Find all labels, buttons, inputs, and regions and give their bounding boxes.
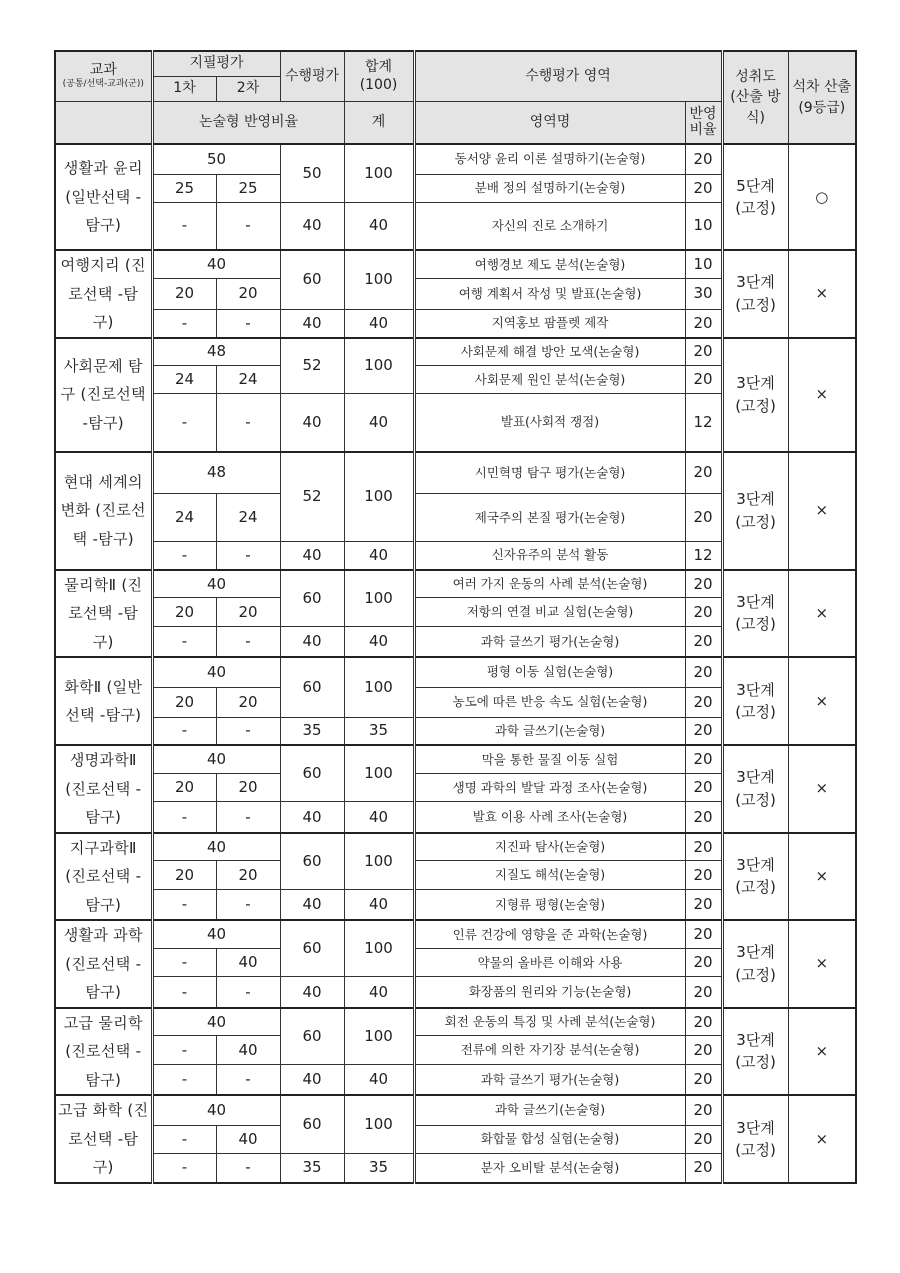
essay-performance: 40	[280, 626, 344, 657]
subject-name: 생활과 과학 (진로선택 -탐구)	[55, 920, 152, 1008]
area-name: 분배 정의 설명하기(논술형)	[414, 174, 685, 202]
essay-round1: -	[152, 309, 216, 338]
performance-value: 60	[280, 833, 344, 890]
essay-round2: -	[216, 802, 280, 833]
area-name: 전류에 의한 자기장 분석(논술형)	[414, 1036, 685, 1064]
written-total: 48	[152, 338, 280, 366]
essay-total: 35	[344, 717, 414, 745]
essay-performance: 40	[280, 394, 344, 452]
essay-performance: 40	[280, 542, 344, 570]
round1-value: 20	[152, 773, 216, 801]
achievement-level: 3단계 (고정)	[722, 657, 788, 745]
rank-mark: ×	[788, 1095, 856, 1183]
essay-round1: -	[152, 977, 216, 1008]
area-weight: 20	[685, 920, 722, 948]
area-name: 사회문제 해결 방안 모색(논술형)	[414, 338, 685, 366]
essay-performance: 40	[280, 309, 344, 338]
performance-value: 50	[280, 144, 344, 202]
area-weight: 20	[685, 309, 722, 338]
performance-value: 60	[280, 1095, 344, 1153]
area-name: 생명 과학의 발달 과정 조사(논술형)	[414, 773, 685, 801]
round2-value: 20	[216, 861, 280, 889]
essay-total: 40	[344, 394, 414, 452]
area-weight: 20	[685, 717, 722, 745]
essay-total: 40	[344, 977, 414, 1008]
area-name: 평형 이동 실험(논술형)	[414, 657, 685, 687]
achievement-level: 3단계 (고정)	[722, 570, 788, 658]
performance-value: 60	[280, 657, 344, 717]
area-name: 약물의 올바른 이해와 사용	[414, 948, 685, 976]
header-weight: 반영 비율	[685, 102, 722, 145]
essay-round2: -	[216, 394, 280, 452]
header-rank: 석차 산출 (9등급)	[788, 51, 856, 144]
area-weight: 20	[685, 598, 722, 626]
written-total: 40	[152, 1095, 280, 1125]
subject-name: 여행지리 (진로선택 -탐구)	[55, 250, 152, 338]
rank-mark: ×	[788, 250, 856, 338]
round2-value: 40	[216, 1125, 280, 1153]
area-name: 회전 운동의 특징 및 사례 분석(논술형)	[414, 1008, 685, 1036]
essay-round1: -	[152, 1064, 216, 1095]
header-performance: 수행평가	[280, 51, 344, 102]
essay-performance: 40	[280, 802, 344, 833]
area-name: 화합물 합성 실험(논술형)	[414, 1125, 685, 1153]
written-total: 40	[152, 1008, 280, 1036]
round2-value: 40	[216, 948, 280, 976]
round1-value: 20	[152, 861, 216, 889]
round1-value: -	[152, 1036, 216, 1064]
essay-performance: 40	[280, 889, 344, 920]
area-weight: 20	[685, 1008, 722, 1036]
table-body	[55, 144, 856, 1183]
total-value: 100	[344, 338, 414, 394]
area-weight: 20	[685, 174, 722, 202]
area-name: 발효 이용 사례 조사(논술형)	[414, 802, 685, 833]
essay-performance: 40	[280, 977, 344, 1008]
area-name: 과학 글쓰기 평가(논술형)	[414, 1064, 685, 1095]
essay-round1: -	[152, 889, 216, 920]
essay-total: 40	[344, 202, 414, 250]
area-name: 분자 오비탈 분석(논술형)	[414, 1153, 685, 1183]
rank-mark: ○	[788, 144, 856, 250]
area-weight: 20	[685, 366, 722, 394]
total-value: 100	[344, 745, 414, 802]
essay-round2: -	[216, 717, 280, 745]
round1-value: -	[152, 1125, 216, 1153]
subject-name: 화학Ⅱ (일반선택 -탐구)	[55, 657, 152, 745]
essay-round2: -	[216, 202, 280, 250]
header-sum: 계	[344, 102, 414, 145]
total-value: 100	[344, 452, 414, 542]
header-subject-sublabel: (공통/선택-교과(군))	[62, 79, 144, 90]
header-area-name: 영역명	[414, 102, 685, 145]
essay-round2: -	[216, 1064, 280, 1095]
area-name: 시민혁명 탐구 평가(논술형)	[414, 452, 685, 494]
written-total: 48	[152, 452, 280, 494]
header-achievement: 성취도 (산출 방식)	[722, 51, 788, 144]
total-value: 100	[344, 833, 414, 890]
total-value: 100	[344, 250, 414, 309]
area-weight: 20	[685, 1064, 722, 1095]
subject-row-1	[55, 833, 856, 861]
essay-performance: 40	[280, 1064, 344, 1095]
performance-value: 52	[280, 452, 344, 542]
achievement-level: 3단계 (고정)	[722, 833, 788, 921]
round1-value: 25	[152, 174, 216, 202]
essay-round1: -	[152, 1153, 216, 1183]
header-essay-ratio: 논술형 반영비율	[152, 102, 344, 145]
area-name: 자신의 진로 소개하기	[414, 202, 685, 250]
performance-value: 60	[280, 250, 344, 309]
essay-performance: 35	[280, 717, 344, 745]
area-name: 여행 계획서 작성 및 발표(논술형)	[414, 278, 685, 309]
header-round2: 2차	[216, 77, 280, 102]
subject-name: 현대 세계의 변화 (진로선택 -탐구)	[55, 452, 152, 570]
round2-value: 20	[216, 773, 280, 801]
performance-value: 60	[280, 920, 344, 977]
achievement-level: 3단계 (고정)	[722, 920, 788, 1008]
subject-row-1	[55, 920, 856, 948]
performance-value: 60	[280, 570, 344, 627]
achievement-level: 3단계 (고정)	[722, 452, 788, 570]
evaluation-table-wrapper	[54, 50, 855, 1184]
round2-value: 20	[216, 687, 280, 717]
essay-performance: 35	[280, 1153, 344, 1183]
area-name: 인류 건강에 영향을 준 과학(논술형)	[414, 920, 685, 948]
written-total: 40	[152, 250, 280, 278]
subject-row-1	[55, 745, 856, 773]
subject-name: 물리학Ⅱ (진로선택 -탐구)	[55, 570, 152, 658]
rank-mark: ×	[788, 833, 856, 921]
essay-total: 40	[344, 626, 414, 657]
rank-mark: ×	[788, 745, 856, 833]
subject-row-1	[55, 250, 856, 278]
round1-value: 20	[152, 278, 216, 309]
header-written-eval: 지필평가	[152, 51, 280, 77]
performance-value: 60	[280, 1008, 344, 1065]
area-weight: 20	[685, 494, 722, 542]
area-name: 신자유주의 분석 활동	[414, 542, 685, 570]
rank-mark: ×	[788, 338, 856, 452]
essay-performance: 40	[280, 202, 344, 250]
area-name: 과학 글쓰기(논술형)	[414, 1095, 685, 1125]
rank-mark: ×	[788, 570, 856, 658]
essay-total: 40	[344, 542, 414, 570]
total-value: 100	[344, 920, 414, 977]
achievement-level: 3단계 (고정)	[722, 338, 788, 452]
round1-value: 20	[152, 687, 216, 717]
area-name: 지역홍보 팜플렛 제작	[414, 309, 685, 338]
achievement-level: 3단계 (고정)	[722, 745, 788, 833]
area-weight: 20	[685, 802, 722, 833]
total-value: 100	[344, 1095, 414, 1153]
round2-value: 20	[216, 598, 280, 626]
subject-name: 생명과학Ⅱ (진로선택 -탐구)	[55, 745, 152, 833]
subject-row-1	[55, 452, 856, 494]
area-name: 동서양 윤리 이론 설명하기(논술형)	[414, 144, 685, 174]
achievement-level: 3단계 (고정)	[722, 1008, 788, 1096]
performance-value: 52	[280, 338, 344, 394]
area-name: 사회문제 원인 분석(논술형)	[414, 366, 685, 394]
essay-round1: -	[152, 394, 216, 452]
evaluation-table	[54, 50, 857, 1184]
subject-row-1	[55, 144, 856, 174]
written-total: 40	[152, 920, 280, 948]
area-weight: 20	[685, 948, 722, 976]
area-weight: 20	[685, 861, 722, 889]
area-name: 저항의 연결 비교 실험(논술형)	[414, 598, 685, 626]
header-perf-areas: 수행평가 영역	[414, 51, 722, 102]
performance-value: 60	[280, 745, 344, 802]
written-total: 40	[152, 833, 280, 861]
essay-round2: -	[216, 1153, 280, 1183]
total-value: 100	[344, 657, 414, 717]
achievement-level: 5단계 (고정)	[722, 144, 788, 250]
area-weight: 20	[685, 773, 722, 801]
area-name: 발표(사회적 쟁점)	[414, 394, 685, 452]
header-subject	[55, 51, 152, 102]
area-weight: 20	[685, 338, 722, 366]
subject-row-1	[55, 657, 856, 687]
rank-mark: ×	[788, 657, 856, 745]
area-name: 과학 글쓰기 평가(논술형)	[414, 626, 685, 657]
written-total: 40	[152, 570, 280, 598]
subject-row-1	[55, 1095, 856, 1125]
header-round1: 1차	[152, 77, 216, 102]
header-row-1	[55, 51, 856, 77]
area-name: 여행경보 제도 분석(논술형)	[414, 250, 685, 278]
area-weight: 30	[685, 278, 722, 309]
essay-total: 35	[344, 1153, 414, 1183]
subject-name: 고급 물리학 (진로선택 -탐구)	[55, 1008, 152, 1096]
total-value: 100	[344, 570, 414, 627]
area-name: 농도에 따른 반응 속도 실험(논술형)	[414, 687, 685, 717]
round2-value: 20	[216, 278, 280, 309]
written-total: 40	[152, 745, 280, 773]
area-weight: 20	[685, 833, 722, 861]
achievement-level: 3단계 (고정)	[722, 250, 788, 338]
area-weight: 20	[685, 745, 722, 773]
essay-round2: -	[216, 977, 280, 1008]
rank-mark: ×	[788, 452, 856, 570]
total-value: 100	[344, 144, 414, 202]
area-weight: 20	[685, 144, 722, 174]
area-weight: 12	[685, 394, 722, 452]
area-name: 지질도 해석(논술형)	[414, 861, 685, 889]
rank-mark: ×	[788, 1008, 856, 1096]
written-total: 50	[152, 144, 280, 174]
round1-value: -	[152, 948, 216, 976]
area-weight: 20	[685, 889, 722, 920]
round1-value: 20	[152, 598, 216, 626]
round2-value: 40	[216, 1036, 280, 1064]
area-name: 막을 통한 물질 이동 실험	[414, 745, 685, 773]
subject-row-1	[55, 1008, 856, 1036]
essay-total: 40	[344, 1064, 414, 1095]
area-name: 제국주의 본질 평가(논술형)	[414, 494, 685, 542]
essay-total: 40	[344, 309, 414, 338]
round2-value: 25	[216, 174, 280, 202]
essay-round1: -	[152, 626, 216, 657]
area-weight: 20	[685, 1153, 722, 1183]
area-name: 지형류 평형(논술형)	[414, 889, 685, 920]
subject-name: 지구과학Ⅱ (진로선택 -탐구)	[55, 833, 152, 921]
essay-round1: -	[152, 802, 216, 833]
round2-value: 24	[216, 366, 280, 394]
rank-mark: ×	[788, 920, 856, 1008]
round1-value: 24	[152, 494, 216, 542]
total-value: 100	[344, 1008, 414, 1065]
area-weight: 10	[685, 250, 722, 278]
essay-total: 40	[344, 802, 414, 833]
area-weight: 20	[685, 657, 722, 687]
essay-round2: -	[216, 309, 280, 338]
area-weight: 20	[685, 1095, 722, 1125]
area-name: 과학 글쓰기(논술형)	[414, 717, 685, 745]
area-weight: 12	[685, 542, 722, 570]
essay-total: 40	[344, 889, 414, 920]
header-total: 합계(100)	[344, 51, 414, 102]
area-weight: 10	[685, 202, 722, 250]
area-name: 화장품의 원리와 기능(논술형)	[414, 977, 685, 1008]
subject-row-1	[55, 338, 856, 366]
essay-round2: -	[216, 542, 280, 570]
subject-row-1	[55, 570, 856, 598]
area-weight: 20	[685, 570, 722, 598]
essay-round1: -	[152, 717, 216, 745]
essay-round1: -	[152, 202, 216, 250]
subject-name: 고급 화학 (진로선택 -탐구)	[55, 1095, 152, 1183]
subject-name: 생활과 윤리 (일반선택 -탐구)	[55, 144, 152, 250]
round1-value: 24	[152, 366, 216, 394]
essay-round2: -	[216, 889, 280, 920]
subject-name: 사회문제 탐구 (진로선택 -탐구)	[55, 338, 152, 452]
area-name: 지진파 탐사(논술형)	[414, 833, 685, 861]
area-weight: 20	[685, 977, 722, 1008]
area-weight: 20	[685, 452, 722, 494]
essay-round1: -	[152, 542, 216, 570]
area-weight: 20	[685, 1125, 722, 1153]
round2-value: 24	[216, 494, 280, 542]
essay-round2: -	[216, 626, 280, 657]
area-weight: 20	[685, 626, 722, 657]
header-subject-cont	[55, 102, 152, 145]
achievement-level: 3단계 (고정)	[722, 1095, 788, 1183]
area-weight: 20	[685, 1036, 722, 1064]
written-total: 40	[152, 657, 280, 687]
area-weight: 20	[685, 687, 722, 717]
header-subject-label: 교과	[89, 61, 117, 78]
area-name: 여러 가지 운동의 사례 분석(논술형)	[414, 570, 685, 598]
